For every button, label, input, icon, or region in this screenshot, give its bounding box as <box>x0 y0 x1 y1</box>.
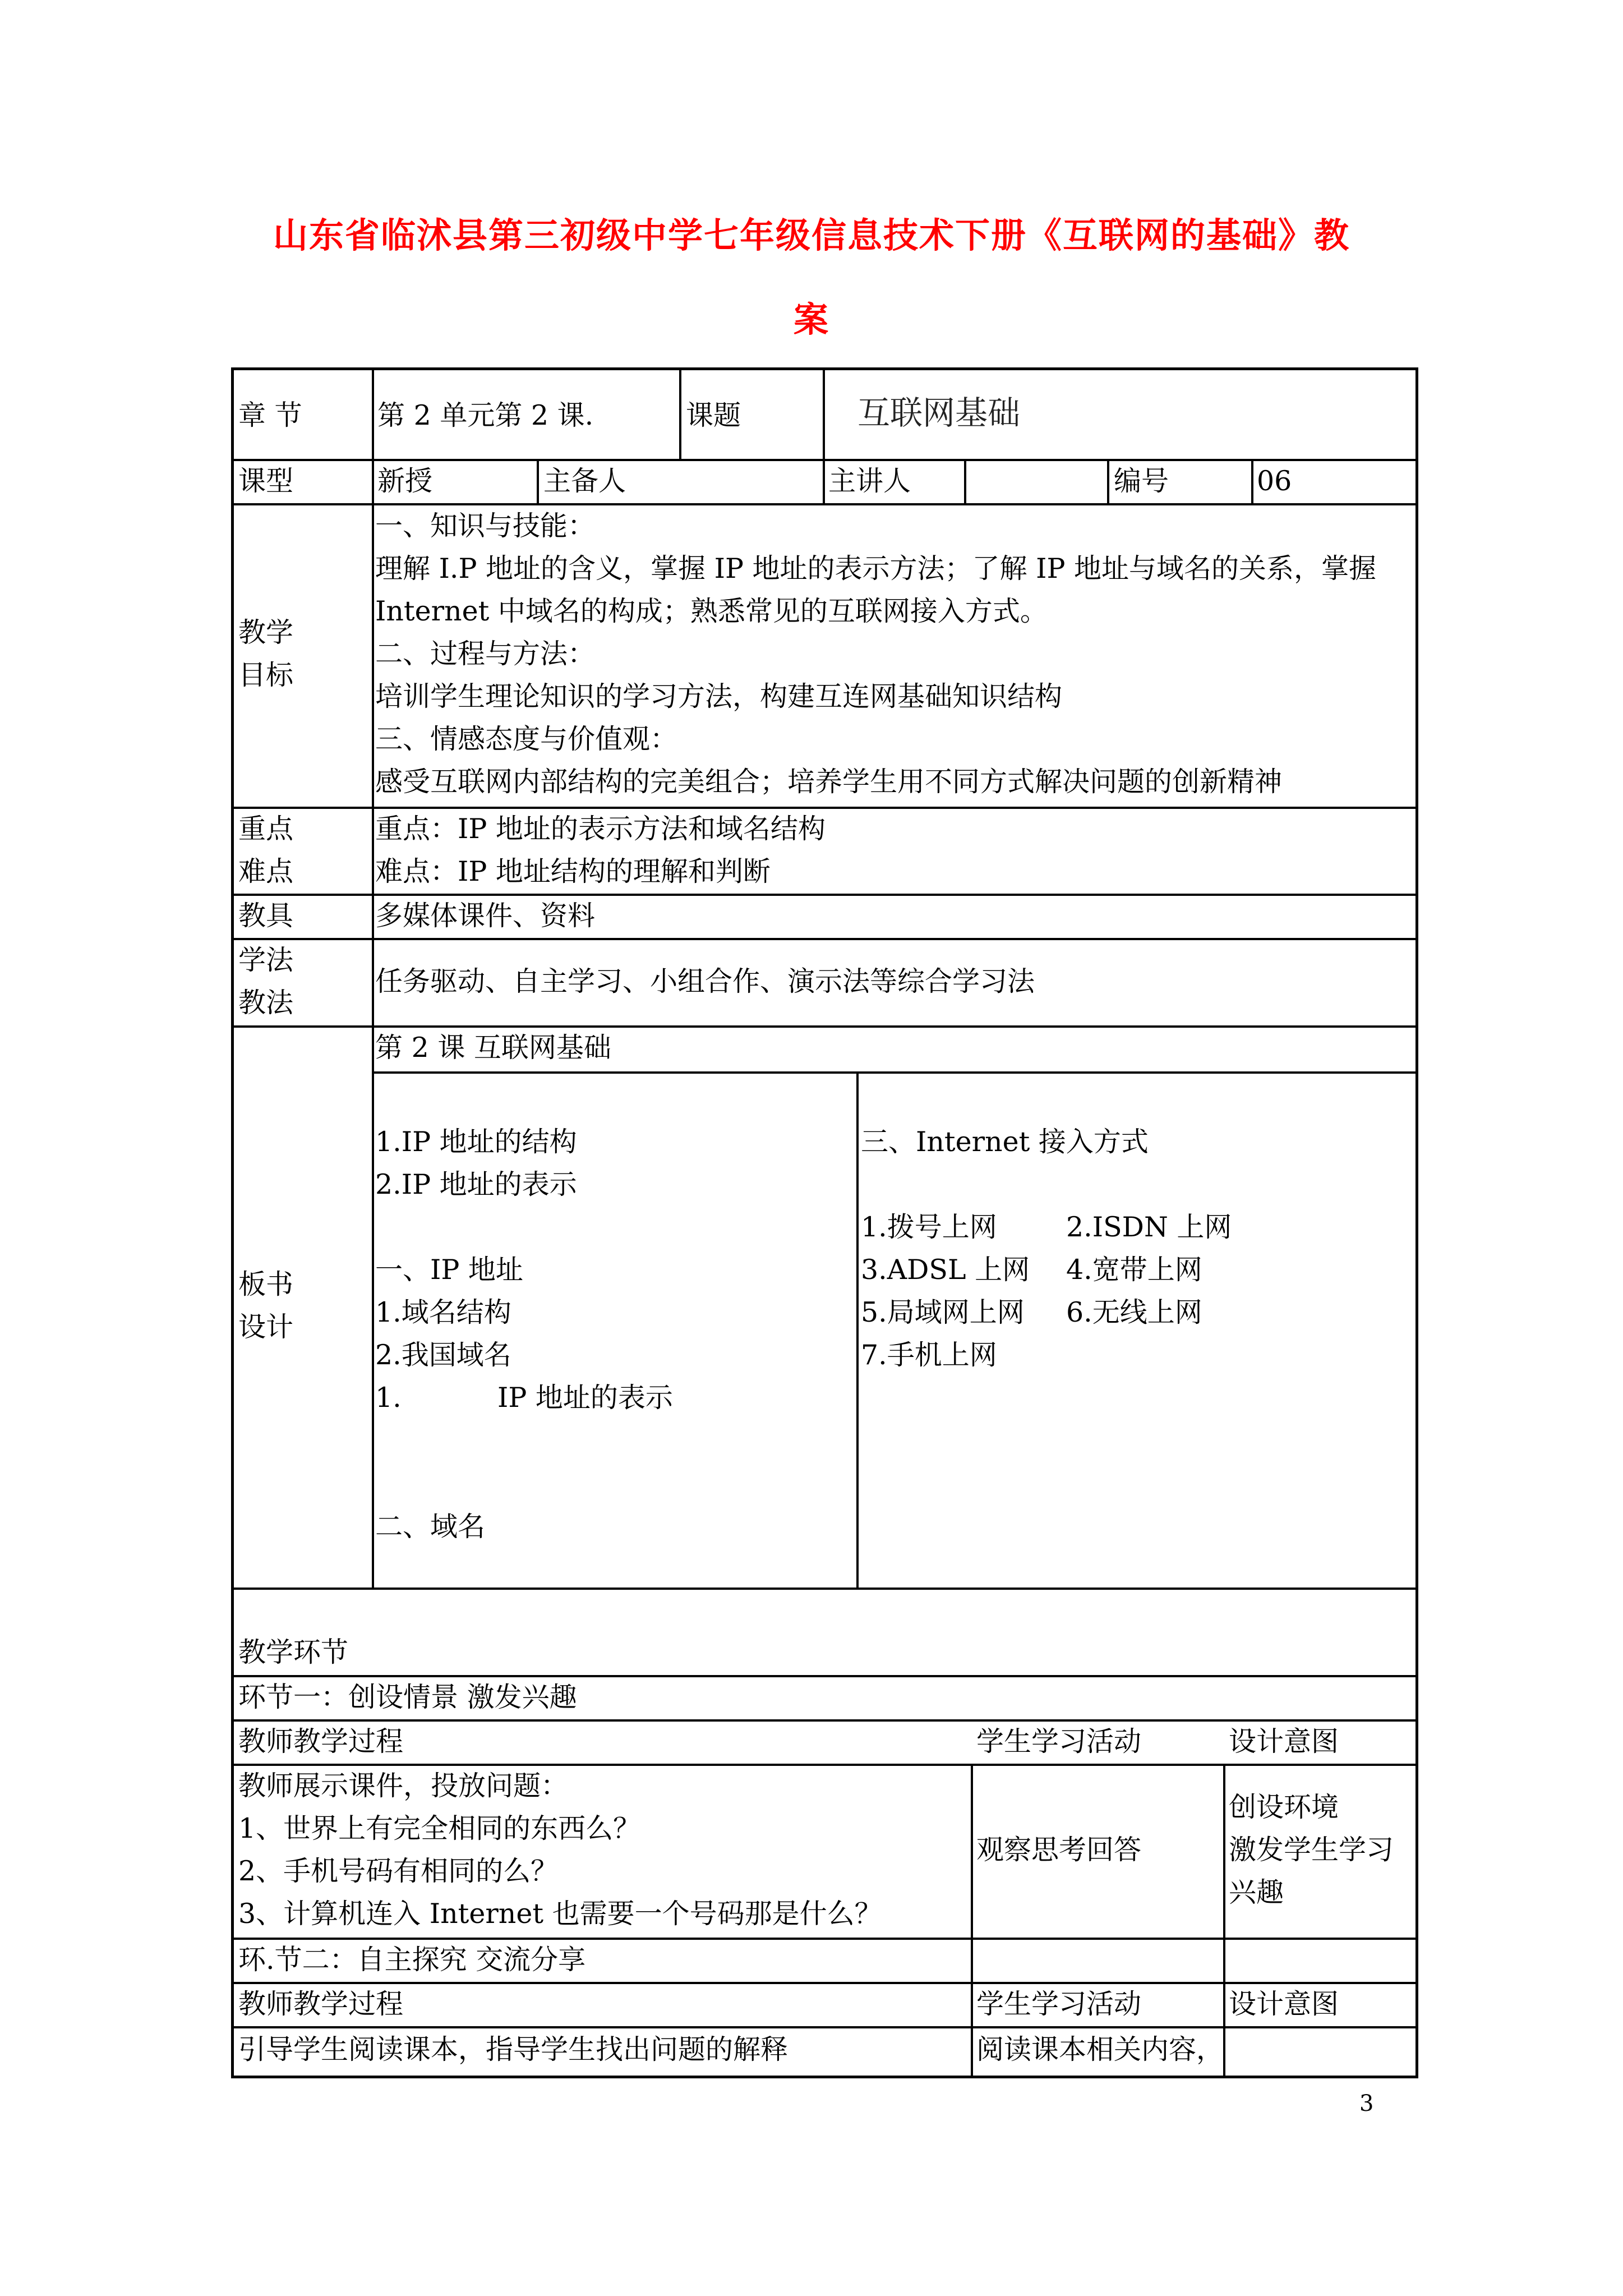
process-section-title: 教学环节 <box>238 1636 349 1668</box>
stage1-student-activity: 观察思考回答 <box>976 1834 1142 1866</box>
board-label-2: 设计 <box>238 1311 294 1343</box>
key-point: 重点：IP 地址的表示方法和域名结构 <box>375 813 826 845</box>
board-right-heading: 三、Internet 接入方式 <box>861 1126 1149 1158</box>
topic-value: 互联网基础 <box>857 394 1021 432</box>
methods-label-1: 学法 <box>238 944 294 976</box>
goals-line: 一、知识与技能： <box>375 510 596 542</box>
column-divider <box>372 370 374 1588</box>
lesson-type-label: 课型 <box>238 465 294 497</box>
stage2-teacher-line: 引导学生阅读课本，指导学生找出问题的解释 <box>238 2033 789 2065</box>
stage1-teacher-line: 2、手机号码有相同的么？ <box>238 1855 559 1887</box>
goals-line: 感受互联网内部结构的完美组合；培养学生用不同方式解决问题的创新精神 <box>375 766 1283 798</box>
methods-value: 任务驱动、自主学习、小组合作、演示法等综合学习法 <box>375 965 1035 997</box>
tools-label: 教具 <box>238 900 294 932</box>
goals-line: 培训学生理论知识的学习方法，构建互连网基础知识结构 <box>375 680 1063 712</box>
difficulty-point: 难点：IP 地址结构的理解和判断 <box>375 855 771 887</box>
goals-line: 理解 I.P 地址的含义，掌握 IP 地址的表示方法；了解 IP 地址与域名的关系，掌握 <box>375 553 1377 585</box>
key-label-2: 难点 <box>238 855 294 887</box>
board-right-item: 3.ADSL 上网 <box>861 1254 1030 1286</box>
lesson-plan-table <box>231 367 1418 2078</box>
board-right-item: 7.手机上网 <box>861 1339 997 1371</box>
header-student: 学生学习活动 <box>976 1726 1142 1757</box>
board-label-1: 板书 <box>238 1268 294 1300</box>
board-left-number: 1. <box>375 1382 402 1414</box>
stage1-title: 环节一：创设情景 激发兴趣 <box>238 1681 577 1713</box>
column-divider <box>823 370 825 503</box>
stage1-teacher-line: 1、世界上有完全相同的东西么？ <box>238 1812 641 1844</box>
goals-line: Internet 中域名的构成；熟悉常见的互联网接入方式。 <box>375 595 1048 627</box>
board-left-item: 二、域名 <box>375 1511 486 1543</box>
stage2-student-activity: 阅读课本相关内容， <box>976 2033 1224 2065</box>
stage2-title: 环.节二：自主探究 交流分享 <box>238 1944 586 1976</box>
goals-label-2: 目标 <box>238 659 294 691</box>
stage1-intent-line: 兴趣 <box>1229 1876 1284 1908</box>
preparer-label: 主备人 <box>543 465 626 497</box>
topic-label: 课题 <box>686 399 741 431</box>
key-label-1: 重点 <box>238 813 294 845</box>
column-divider <box>964 459 966 503</box>
chapter-label: 章 节 <box>238 399 302 431</box>
methods-label-2: 教法 <box>238 987 294 1019</box>
lesson-type-value: 新授 <box>377 465 433 497</box>
header-intent: 设计意图 <box>1229 1726 1339 1757</box>
board-left-item: 1.域名结构 <box>375 1296 511 1328</box>
board-left-item: 2.我国域名 <box>375 1339 511 1371</box>
column-divider <box>856 1071 859 1588</box>
column-divider <box>1107 459 1109 503</box>
tools-value: 多媒体课件、资料 <box>375 900 596 932</box>
row-divider <box>372 1071 1415 1074</box>
stage1-intent-line: 创设环境 <box>1229 1791 1339 1823</box>
goals-line: 二、过程与方法： <box>375 638 596 670</box>
column-divider <box>1251 459 1253 503</box>
column-divider <box>971 1764 973 2076</box>
board-heading: 第 2 课 互联网基础 <box>375 1032 611 1064</box>
board-left-item: 一、IP 地址 <box>375 1254 523 1286</box>
board-left-item: 1.IP 地址的结构 <box>375 1126 577 1158</box>
page-number: 3 <box>1359 2091 1374 2116</box>
column-divider <box>537 459 539 503</box>
number-value: 06 <box>1257 465 1292 497</box>
goals-label-1: 教学 <box>238 616 294 648</box>
stage1-intent-line: 激发学生学习 <box>1229 1834 1394 1866</box>
document-title-line2: 案 <box>793 299 829 340</box>
chapter-value: 第 2 单元第 2 课. <box>377 399 594 431</box>
stage1-teacher-line: 3、计算机连入 Internet 也需要一个号码那是什么？ <box>238 1898 882 1930</box>
board-right-item: 4.宽带上网 <box>1066 1254 1202 1286</box>
row-divider <box>234 938 1415 940</box>
column-divider <box>679 370 681 459</box>
header-student: 学生学习活动 <box>976 1988 1142 2020</box>
board-right-item: 5.局域网上网 <box>861 1296 1025 1328</box>
document-title-line1: 山东省临沭县第三初级中学七年级信息技术下册《互联网的基础》教 <box>273 215 1350 256</box>
board-left-item: IP 地址的表示 <box>497 1382 673 1414</box>
stage1-teacher-line: 教师展示课件，投放问题： <box>238 1770 569 1802</box>
board-right-item: 1.拨号上网 <box>861 1211 997 1243</box>
board-left-item: 2.IP 地址的表示 <box>375 1168 577 1200</box>
goals-line: 三、情感态度与价值观： <box>375 723 678 755</box>
number-label: 编号 <box>1114 465 1169 497</box>
row-divider <box>234 1588 1415 1590</box>
board-right-item: 6.无线上网 <box>1066 1296 1202 1328</box>
board-right-item: 2.ISDN 上网 <box>1066 1211 1232 1243</box>
header-teacher: 教师教学过程 <box>238 1988 404 2020</box>
header-teacher: 教师教学过程 <box>238 1726 404 1757</box>
header-intent: 设计意图 <box>1229 1988 1339 2020</box>
lecturer-label: 主讲人 <box>828 465 911 497</box>
